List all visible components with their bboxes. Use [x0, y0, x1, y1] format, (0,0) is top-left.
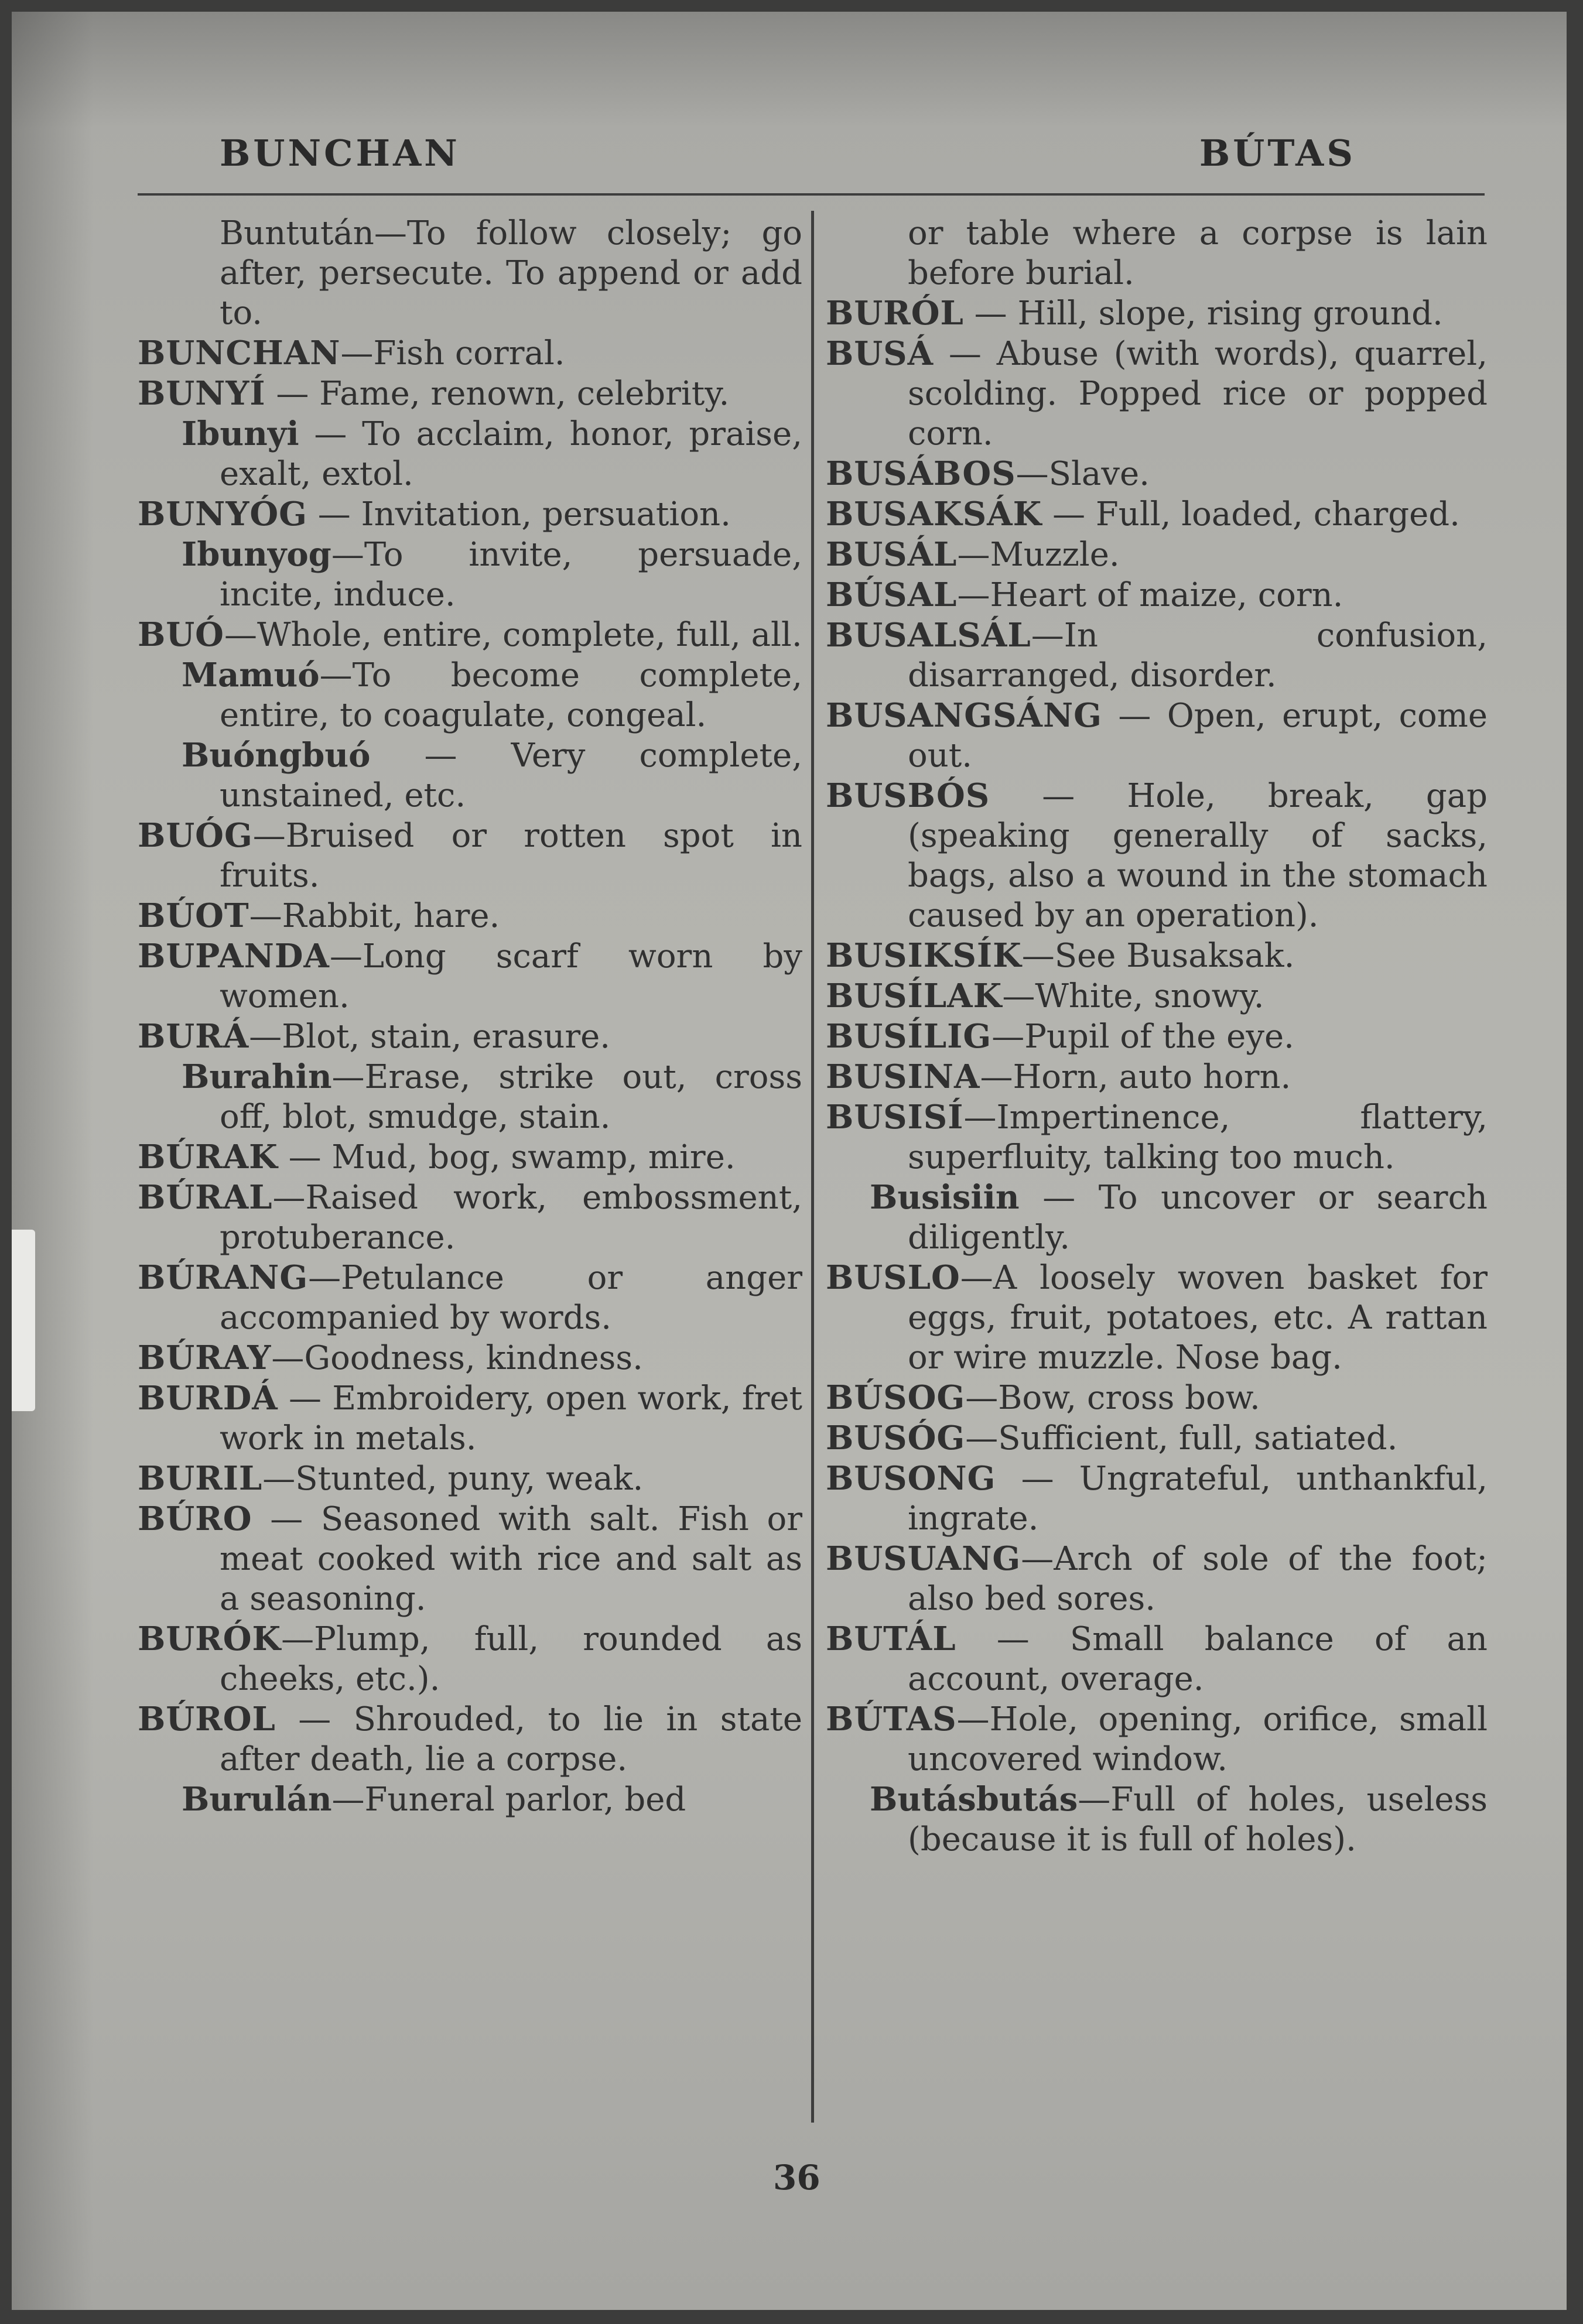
headword: BUPANDA — [138, 937, 330, 976]
definition-text: —Muzzle. — [957, 536, 1120, 574]
definition-text: —Goodness, kindness. — [271, 1339, 643, 1377]
definition-text: — To acclaim, honor, praise, exalt, extol. — [220, 415, 802, 493]
dictionary-entry — [826, 1016, 1488, 1057]
definition-text: —To invite, persuade, incite, induce. — [220, 536, 802, 614]
headword: BUNYÓG — [138, 495, 307, 533]
definition-text: —Bruised or rotten spot in fruits. — [220, 817, 802, 895]
headword: BUSONG — [826, 1459, 996, 1498]
headword: BUÓ — [138, 615, 224, 654]
dictionary-entry — [138, 214, 802, 333]
definition-text: —Rabbit, hare. — [249, 897, 500, 935]
dictionary-entry — [826, 1378, 1488, 1418]
subentry-word: Burulán — [182, 1780, 332, 1819]
definition-text: —Petulance or anger accompanied by words. — [220, 1259, 802, 1337]
definition-text: —Raised work, embossment, protuberance. — [220, 1179, 802, 1257]
dictionary-entry — [826, 535, 1488, 575]
subentry-word: Ibunyi — [182, 415, 299, 453]
dictionary-entry — [138, 1619, 802, 1699]
definition-text: —Erase, strike out, cross off, blot, smudge, stain. — [220, 1058, 802, 1136]
definition-text: —Sufficient, full, satiated. — [965, 1419, 1398, 1457]
dictionary-entry — [138, 1338, 802, 1378]
dictionary-entry — [826, 293, 1488, 334]
dictionary-entry — [826, 1779, 1488, 1860]
definition-text: — Hole, break, gap (speaking generally of sacks, bags, also a wound in the stomach caused by an operation). — [908, 777, 1488, 935]
dictionary-entry — [826, 494, 1488, 535]
headword: BURIL — [138, 1459, 263, 1498]
definition-text: — Ungrateful, unthankful, ingrate. — [908, 1460, 1488, 1538]
headword: BUNCHAN — [138, 334, 341, 372]
header-rule — [138, 193, 1485, 196]
headword: BURÁ — [138, 1017, 249, 1056]
headword: BUSINA — [826, 1057, 980, 1096]
headword: BUSBÓS — [826, 776, 990, 815]
headword: BÚRANG — [138, 1258, 309, 1297]
definition-text: —In confusion, disarranged, disorder. — [908, 617, 1488, 694]
dictionary-entry — [138, 816, 802, 896]
dictionary-entry — [138, 374, 802, 414]
headword: BÚSAL — [826, 576, 958, 614]
definition-text: — Invitation, persuation. — [307, 495, 731, 533]
page-number: 36 — [773, 2158, 820, 2198]
headword: BUSALSÁL — [826, 616, 1031, 655]
dictionary-entry — [826, 1619, 1488, 1699]
headword: BUSIKSÍK — [826, 936, 1022, 975]
dictionary-entry — [826, 696, 1488, 776]
subentry-word: Burahin — [182, 1057, 332, 1096]
definition-text: — Embroidery, open work, fret work in metals. — [220, 1380, 802, 1457]
dictionary-entry — [826, 454, 1488, 494]
dictionary-entry — [138, 1137, 802, 1178]
definition-text: — Mud, bog, swamp, mire. — [278, 1138, 736, 1176]
dictionary-entry — [826, 1057, 1488, 1097]
definition-text: — Full, loaded, charged. — [1042, 495, 1460, 533]
headword: BUSANGSÁNG — [826, 696, 1102, 735]
definition-text: — Seasoned with salt. Fish or meat cooked with rice and salt as a seasoning. — [220, 1500, 802, 1618]
dictionary-entry — [138, 1258, 802, 1338]
definition-text: —See Busaksak. — [1021, 937, 1295, 975]
definition-text: —Long scarf worn by women. — [220, 937, 802, 1015]
dictionary-entry — [826, 615, 1488, 696]
headword: BURÓL — [826, 294, 964, 333]
headword: BUSÍLIG — [826, 1017, 992, 1056]
definition-text: Buntután—To follow closely; go after, persecute. To append or add to. — [220, 214, 802, 332]
dictionary-entry — [138, 655, 802, 735]
definition-text: — Abuse (with words), quarrel, scolding. Popped rice or popped corn. — [908, 335, 1488, 453]
definition-text: — Very complete, unstained, etc. — [220, 737, 802, 814]
headword: BUÓG — [138, 816, 253, 855]
definition-text: —Full of holes, useless (because it is full of holes). — [908, 1781, 1488, 1858]
dictionary-entry — [826, 1097, 1488, 1178]
dictionary-entry — [138, 1499, 802, 1619]
dictionary-entry — [138, 1459, 802, 1499]
headword: BÚRO — [138, 1500, 252, 1538]
definition-text: — Small balance of an account, overage. — [908, 1620, 1488, 1698]
definition-text: —A loosely woven basket for eggs, fruit, potatoes, etc. A rattan or wire muzzle. Nose bag. — [908, 1259, 1488, 1377]
subentry-word: Buóngbuó — [182, 736, 371, 775]
dictionary-entry — [826, 776, 1488, 936]
dictionary-entry — [138, 615, 802, 655]
dictionary-entry — [138, 1699, 802, 1779]
dictionary-entry — [138, 1016, 802, 1057]
dictionary-entry — [826, 1459, 1488, 1539]
dictionary-entry — [138, 936, 802, 1016]
dictionary-entry — [138, 1178, 802, 1258]
right-column — [826, 214, 1488, 1860]
definition-text: —White, snowy. — [1002, 977, 1264, 1015]
dictionary-entry — [138, 1378, 802, 1459]
definition-text: — Fame, renown, celebrity. — [265, 375, 730, 413]
headword: BÚTAS — [826, 1700, 957, 1738]
headword: BUSÍLAK — [826, 977, 1003, 1015]
definition-text: — Open, erupt, come out. — [908, 697, 1488, 775]
definition-text: —Heart of maize, corn. — [957, 576, 1343, 614]
left-column — [138, 214, 802, 1820]
dictionary-entry — [826, 936, 1488, 976]
headword: BUSÓG — [826, 1419, 966, 1457]
definition-text: —Whole, entire, complete, full, all. — [224, 616, 802, 654]
dictionary-entry — [826, 1258, 1488, 1378]
dictionary-entry — [826, 1418, 1488, 1459]
dictionary-entry — [138, 735, 802, 816]
headword: BÚRAL — [138, 1178, 273, 1217]
definition-text: or table where a corpse is lain before burial. — [908, 214, 1488, 292]
headword: BUSÁBOS — [826, 454, 1016, 493]
headword: BÚRAY — [138, 1339, 272, 1377]
headword: BURÓK — [138, 1620, 282, 1658]
subentry-word: Mamuó — [182, 656, 320, 694]
headword: BUSLO — [826, 1258, 960, 1297]
page-shadow-top — [12, 12, 1567, 129]
definition-text: —Impertinence, flattery, superfluity, talking too much. — [908, 1098, 1488, 1176]
headword: BÚRAK — [138, 1138, 278, 1176]
headword: BUSUANG — [826, 1539, 1021, 1578]
definition-text: —Bow, cross bow. — [965, 1379, 1260, 1417]
dictionary-entry — [138, 1779, 802, 1820]
definition-text: —Funeral parlor, bed — [331, 1781, 686, 1819]
headword: BURDÁ — [138, 1379, 278, 1418]
definition-text: —Pupil of the eye. — [991, 1018, 1294, 1056]
headword: BUSÁL — [826, 535, 958, 574]
headword: BÚROL — [138, 1700, 276, 1738]
definition-text: —Hole, opening, orifice, small uncovered window. — [908, 1700, 1488, 1778]
dictionary-entry — [826, 334, 1488, 454]
dictionary-entry — [138, 535, 802, 615]
dictionary-entry — [826, 214, 1488, 293]
headword: BUSISÍ — [826, 1098, 964, 1137]
definition-text: — Hill, slope, rising ground. — [963, 295, 1443, 333]
dictionary-entry — [138, 333, 802, 374]
headword: BÚOT — [138, 896, 249, 935]
subentry-word: Butásbutás — [870, 1780, 1078, 1819]
dictionary-entry — [826, 1178, 1488, 1258]
guide-word-right: BÚTAS — [1199, 132, 1356, 174]
dictionary-entry — [826, 1539, 1488, 1619]
dictionary-entry — [138, 1057, 802, 1137]
definition-text: —Slave. — [1016, 455, 1150, 493]
dictionary-entry — [826, 976, 1488, 1016]
dictionary-page — [12, 12, 1567, 2310]
definition-text: —Fish corral. — [340, 334, 565, 372]
dictionary-entry — [138, 414, 802, 494]
definition-text: —Blot, stain, erasure. — [249, 1018, 611, 1056]
headword: BUTÁL — [826, 1620, 956, 1658]
definition-text: —Arch of sole of the foot; also bed sores. — [908, 1540, 1488, 1618]
headword: BUSAKSÁK — [826, 495, 1042, 533]
definition-text: —Stunted, puny, weak. — [262, 1460, 644, 1498]
definition-text: —To become complete, entire, to coagulate, congeal. — [220, 656, 802, 734]
page-shadow-left — [12, 12, 94, 2310]
dictionary-entry — [826, 575, 1488, 615]
definition-text: — To uncover or search diligently. — [908, 1179, 1488, 1257]
guide-word-left: BUNCHAN — [220, 132, 460, 174]
page-tab-marker — [12, 1230, 35, 1411]
dictionary-entry — [138, 494, 802, 535]
subentry-word: Ibunyog — [182, 535, 331, 574]
dictionary-entry — [826, 1699, 1488, 1779]
subentry-word: Busisiin — [870, 1178, 1020, 1217]
headword: BUNYÍ — [138, 374, 266, 413]
headword: BÚSOG — [826, 1378, 966, 1417]
column-divider — [811, 211, 814, 2123]
definition-text: — Shrouded, to lie in state after death, lie a corpse. — [220, 1700, 802, 1778]
definition-text: —Horn, auto horn. — [980, 1058, 1291, 1096]
definition-text: —Plump, full, rounded as cheeks, etc.). — [220, 1620, 802, 1698]
headword: BUSÁ — [826, 334, 934, 373]
dictionary-entry — [138, 896, 802, 936]
